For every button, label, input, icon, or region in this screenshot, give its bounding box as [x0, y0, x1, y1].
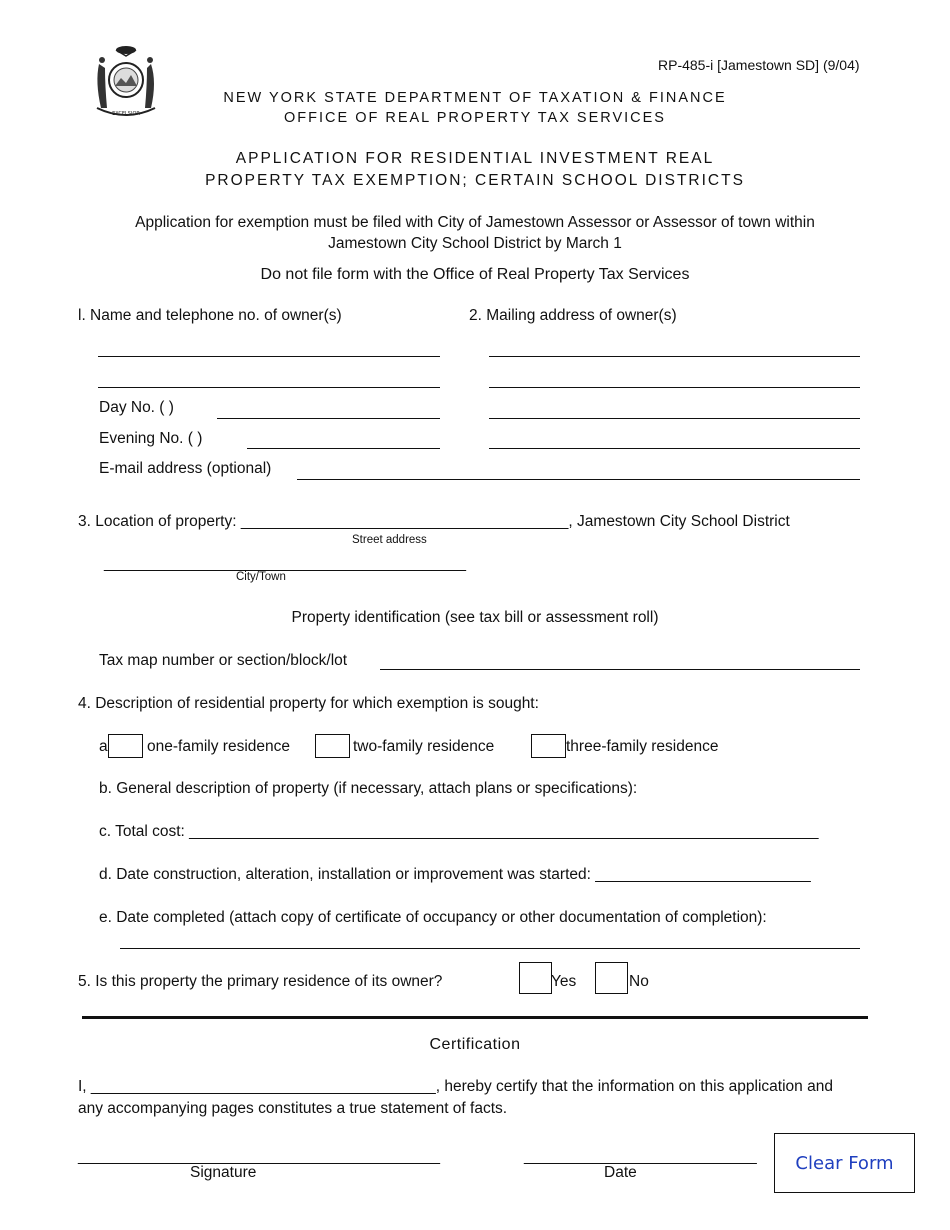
mailing-address-line-4[interactable]	[489, 448, 860, 449]
form-title-line-2: PROPERTY TAX EXEMPTION; CERTAIN SCHOOL DISTRICTS	[205, 172, 745, 189]
three-family-checkbox[interactable]	[531, 734, 566, 758]
street-address-caption: Street address	[352, 534, 427, 546]
certification-line-2: any accompanying pages constitutes a true statement of facts.	[78, 1100, 508, 1117]
property-id-heading: Property identification (see tax bill or assessment roll)	[291, 609, 659, 626]
form-id: RP-485-i [Jamestown SD] (9/04)	[658, 57, 860, 73]
agency-line-2: OFFICE OF REAL PROPERTY TAX SERVICES	[284, 110, 666, 126]
mailing-address-line-1[interactable]	[489, 356, 860, 357]
instruction-line-2: Jamestown City School District by March 1	[328, 235, 622, 252]
mailing-address-line-2[interactable]	[489, 387, 860, 388]
one-family-label: one-family residence	[147, 738, 291, 755]
day-phone-field[interactable]	[217, 418, 440, 419]
primary-residence-no-checkbox[interactable]	[595, 962, 628, 994]
date-completed-field[interactable]	[120, 948, 860, 949]
q4a-prefix: a	[99, 738, 108, 755]
clear-form-button[interactable]: Clear Form	[774, 1133, 915, 1193]
seal-motto: EXCELSIOR	[112, 111, 140, 117]
city-town-field[interactable]: __________________________________________	[104, 555, 467, 572]
q2-label: 2. Mailing address of owner(s)	[469, 307, 677, 324]
section-divider	[82, 1016, 868, 1019]
evening-phone-label: Evening No. ( )	[99, 430, 203, 447]
date-field[interactable]: ___________________________	[524, 1148, 757, 1165]
two-family-label: two-family residence	[353, 738, 495, 755]
q4c-total-cost[interactable]: c. Total cost: _________________________________________________________________________	[99, 823, 819, 840]
evening-phone-field[interactable]	[247, 448, 440, 449]
city-town-caption: City/Town	[236, 571, 286, 583]
q4d-date-started[interactable]: d. Date construction, alteration, installation or improvement was started: _________________________	[99, 866, 811, 883]
date-label: Date	[604, 1164, 637, 1181]
owner-name-line-2[interactable]	[98, 387, 440, 388]
owner-name-line-1[interactable]	[98, 356, 440, 357]
tax-map-label: Tax map number or section/block/lot	[99, 652, 348, 669]
instruction-line-1: Application for exemption must be filed with City of Jamestown Assessor or Assessor of town within	[135, 214, 815, 231]
email-label: E-mail address (optional)	[99, 460, 272, 477]
signature-field[interactable]: __________________________________________	[78, 1148, 441, 1165]
yes-label: Yes	[551, 973, 577, 990]
q4b-label: b. General description of property (if necessary, attach plans or specifications):	[99, 780, 638, 797]
form-title-line-1: APPLICATION FOR RESIDENTIAL INVESTMENT REAL	[235, 150, 715, 167]
day-phone-label: Day No. ( )	[99, 399, 174, 416]
certification-line-1[interactable]: I, ________________________________________, hereby certify that the information on this application and	[78, 1078, 833, 1095]
no-label: No	[629, 973, 649, 990]
three-family-label: three-family residence	[566, 738, 719, 755]
signature-label: Signature	[190, 1164, 257, 1181]
primary-residence-yes-checkbox[interactable]	[519, 962, 552, 994]
two-family-checkbox[interactable]	[315, 734, 350, 758]
q1-label: l. Name and telephone no. of owner(s)	[78, 307, 342, 324]
q5-label: 5. Is this property the primary residence of its owner?	[78, 973, 443, 990]
instruction-line-3: Do not file form with the Office of Real Property Tax Services	[260, 266, 690, 283]
mailing-address-line-3[interactable]	[489, 418, 860, 419]
email-field[interactable]	[297, 479, 860, 480]
certification-heading: Certification	[429, 1036, 521, 1053]
one-family-checkbox[interactable]	[108, 734, 143, 758]
tax-map-field[interactable]	[380, 669, 860, 670]
q3-label: 3. Location of property: ______________________________________, Jamestown City School District	[78, 513, 790, 530]
q4e-label: e. Date completed (attach copy of certificate of occupancy or other documentation of completion):	[99, 909, 767, 926]
q4-label: 4. Description of residential property for which exemption is sought:	[78, 695, 539, 712]
state-seal-icon	[85, 42, 167, 120]
agency-line-1: NEW YORK STATE DEPARTMENT OF TAXATION & FINANCE	[223, 90, 727, 106]
